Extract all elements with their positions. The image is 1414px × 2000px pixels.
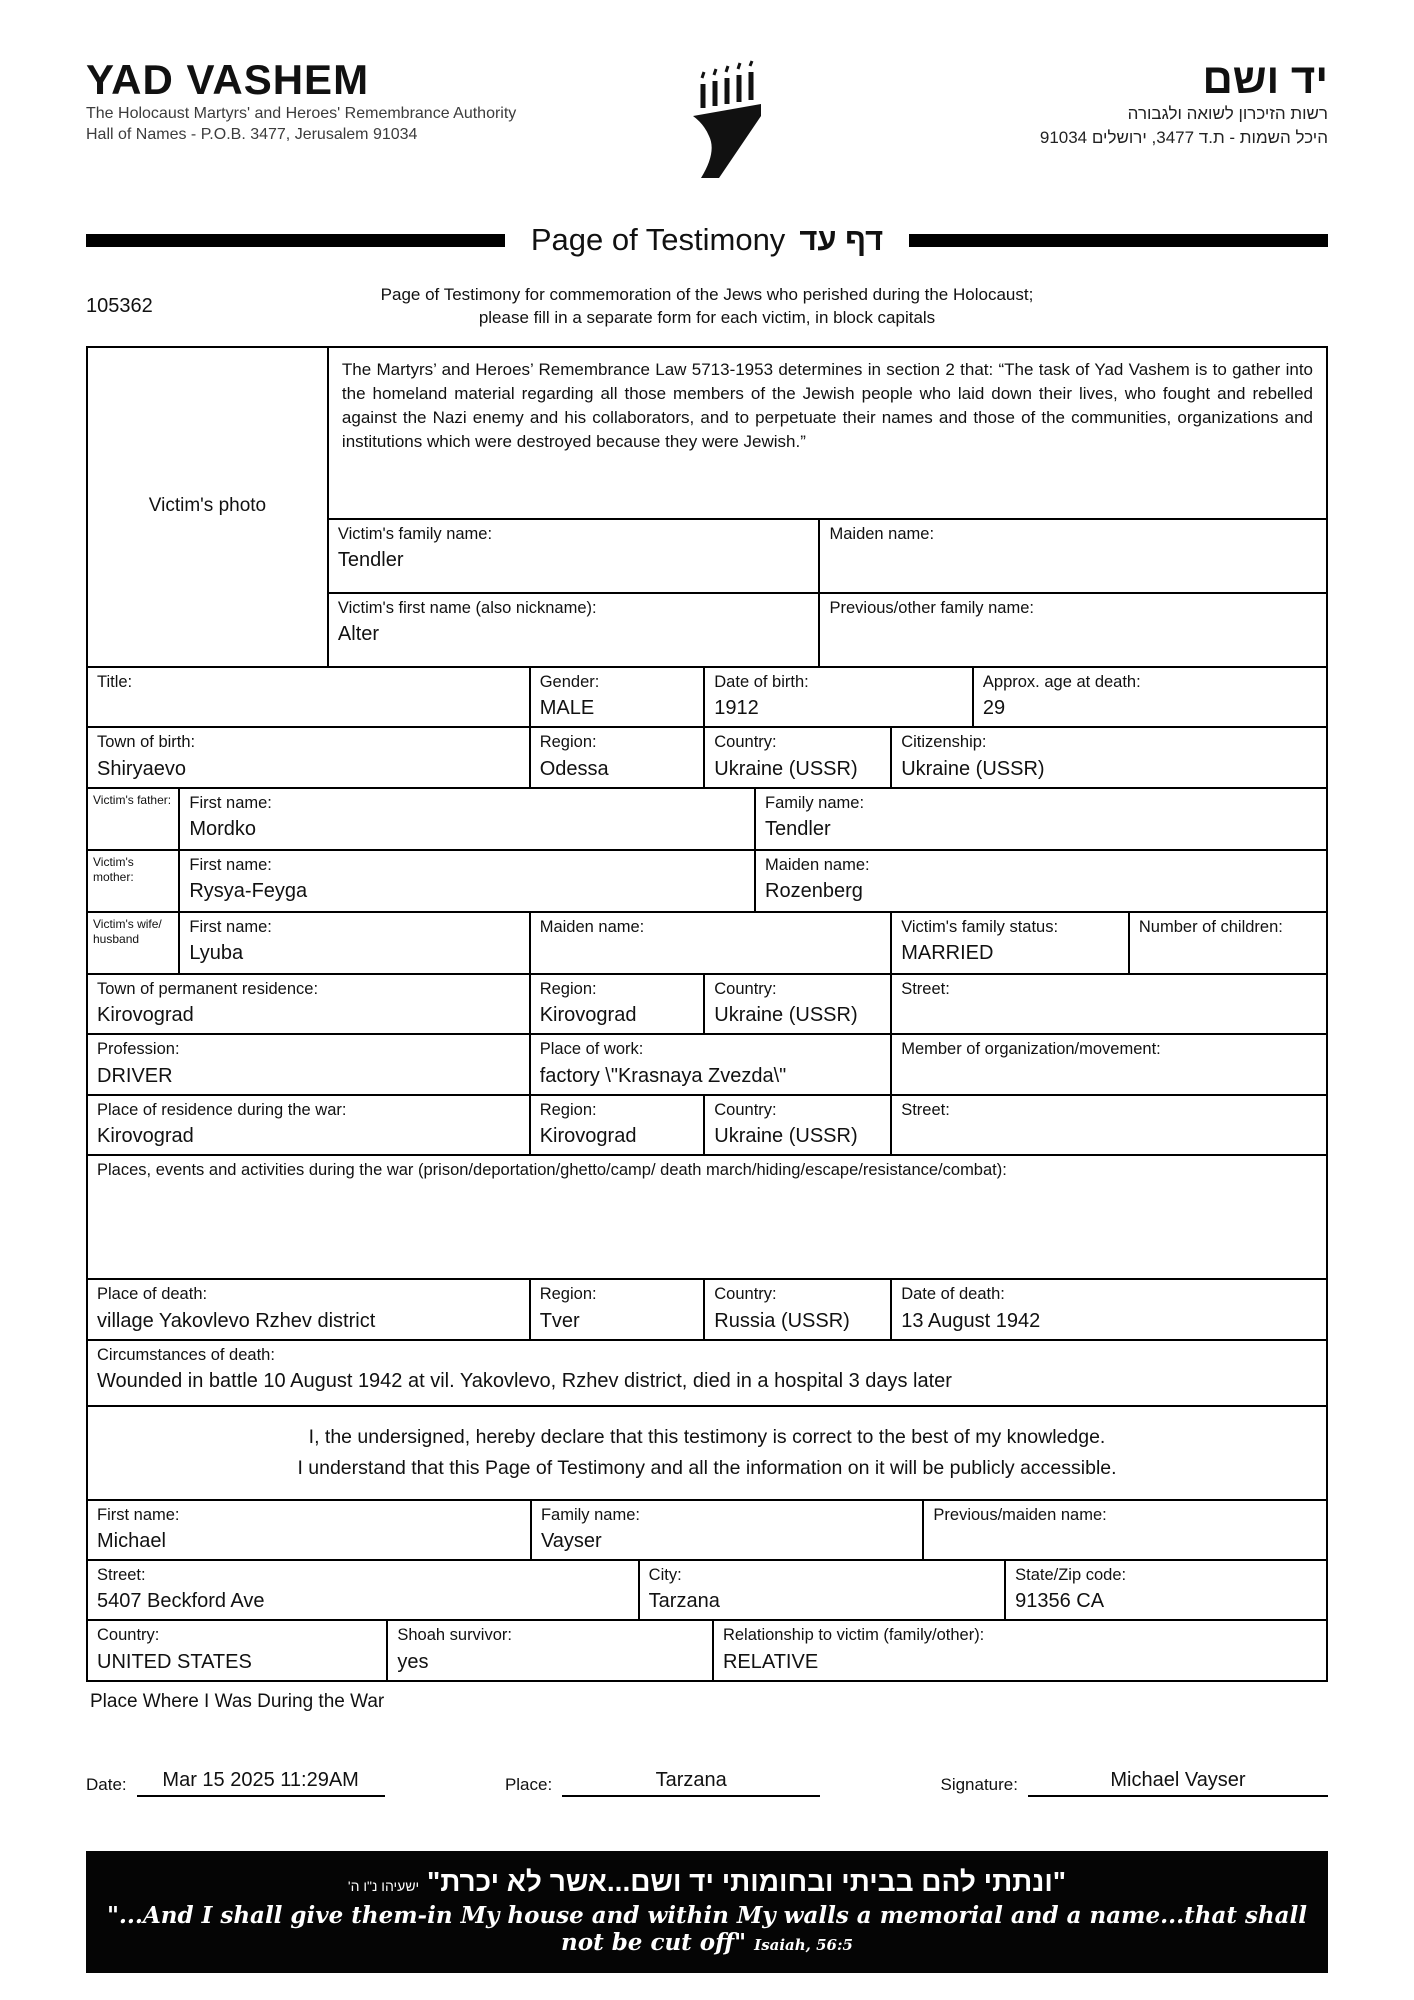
field-label: First name: <box>189 917 272 936</box>
field-value: Ukraine (USSR) <box>901 757 1045 780</box>
row-birth-place <box>88 726 1326 786</box>
field-submitter-city <box>638 1561 1004 1619</box>
field-value: Tver <box>539 1309 580 1332</box>
field-father-first-name <box>178 789 754 849</box>
field-label: Gender: <box>539 672 600 691</box>
field-label: Victim's family status: <box>901 917 1059 936</box>
field-label: Street: <box>901 1100 950 1119</box>
row-father <box>88 787 1326 849</box>
footer-quote-bar <box>86 1851 1328 1973</box>
field-residence-country <box>703 975 890 1033</box>
field-place-of-work <box>529 1035 890 1093</box>
field-label: Place of death: <box>97 1285 208 1304</box>
field-label: Region: <box>539 979 597 998</box>
field-value: Wounded in battle 10 August 1942 at vil. Yakovlevo, Rzhev district, died in a hospital 3 days later <box>97 1369 952 1392</box>
field-value: Shiryaevo <box>97 757 186 780</box>
field-value: RELATIVE <box>722 1650 819 1673</box>
field-label: Approx. age at death: <box>982 672 1141 691</box>
field-label: Places, events and activities during the war (prison/deportation/ghetto/camp/ death march/hiding/escape/resistance/combat): <box>97 1161 1007 1180</box>
row-submitter-name <box>88 1499 1326 1559</box>
field-label: First name: <box>189 855 272 874</box>
field-value: Lyuba <box>189 942 244 965</box>
field-value: factory \"Krasnaya Zvezda\" <box>539 1064 787 1087</box>
field-value <box>540 938 881 963</box>
field-label: Previous/maiden name: <box>933 1505 1107 1524</box>
victim-name-row-1 <box>329 520 1326 592</box>
row-spouse <box>88 911 1326 973</box>
field-value: 29 <box>982 697 1006 720</box>
field-submitter-state-zip <box>1004 1561 1326 1619</box>
field-family-status <box>890 913 1128 973</box>
field-submitter-family-name <box>530 1501 922 1559</box>
field-label: Victim's father: <box>93 792 172 807</box>
row-submitter-address <box>88 1559 1326 1619</box>
field-label: Circumstances of death: <box>97 1345 275 1364</box>
field-label: Country: <box>714 979 777 998</box>
date-label: Date: <box>86 1774 127 1794</box>
field-shoah-survivor <box>386 1621 712 1679</box>
field-value: Ukraine (USSR) <box>714 1125 858 1148</box>
field-title <box>88 668 529 726</box>
field-place-of-death <box>88 1280 529 1338</box>
field-label: Place of residence during the war: <box>97 1100 347 1119</box>
page-title-he: דף עד <box>799 222 884 257</box>
footer-quote-hebrew <box>98 1864 1316 1899</box>
field-residence-region <box>529 975 704 1033</box>
field-organization-member <box>890 1035 1326 1093</box>
row-submitter-country <box>88 1619 1326 1679</box>
field-label: Region: <box>539 733 597 752</box>
row-death <box>88 1278 1326 1338</box>
footer-quote-english-ref: Isaiah, 56:5 <box>754 1936 853 1955</box>
org-subtitle-1: The Holocaust Martyrs' and Heroes' Remembrance Authority <box>86 105 517 123</box>
field-previous-family-name <box>818 594 1326 666</box>
page-title-en: Page of Testimony <box>530 222 786 257</box>
victim-photo-label: Victim's photo <box>148 495 267 517</box>
field-label: First name: <box>97 1505 180 1524</box>
field-label: Town of birth: <box>97 733 196 752</box>
field-label: Region: <box>539 1100 597 1119</box>
field-value: MALE <box>539 697 595 720</box>
field-residence-street <box>890 975 1326 1033</box>
row-title-gender-birth <box>88 666 1326 726</box>
field-value: Rozenberg <box>765 880 863 903</box>
signature-field <box>940 1769 1328 1797</box>
field-value: Odessa <box>539 757 609 780</box>
form-number: 105362 <box>86 295 153 318</box>
field-label: Victim's mother: <box>93 854 134 885</box>
remembrance-law-text: The Martyrs’ and Heroes’ Remembrance Law 5713-1953 determines in section 2 that: “The task of Yad Vashem is to gather into the homeland material regarding all those members of the Jewish people who laid down their lives, who fought and rebelled against the Nazi enemy and his collaborators, and to perpetuate their names and those of the communities, organizations and institutions which were destroyed because they were Jewish.” <box>329 348 1326 520</box>
field-value: Tarzana <box>648 1590 720 1613</box>
footer-quote-english <box>98 1902 1316 1957</box>
field-label: First name: <box>189 793 272 812</box>
row-profession <box>88 1033 1326 1093</box>
org-block-he <box>898 55 1328 148</box>
field-label: Victim's first name (also nickname): <box>337 598 597 617</box>
field-label: Date of death: <box>901 1285 1005 1304</box>
field-value: 13 August 1942 <box>901 1309 1041 1332</box>
field-value <box>901 1121 1317 1146</box>
title-row <box>86 222 1328 258</box>
field-label: Profession: <box>97 1040 180 1059</box>
field-value <box>1139 938 1317 963</box>
signature-value: Michael Vayser <box>1028 1769 1328 1797</box>
field-value: Ukraine (USSR) <box>714 757 858 780</box>
field-submitter-first-name <box>88 1501 530 1559</box>
field-date-of-birth <box>703 668 972 726</box>
field-label: Title: <box>97 672 133 691</box>
field-circumstances-of-death <box>88 1341 1326 1405</box>
field-value <box>829 545 1317 570</box>
footer-quote-hebrew-ref: ישעיהו נ"ו ה' <box>347 1877 420 1894</box>
field-value: DRIVER <box>97 1064 173 1087</box>
field-value: Vayser <box>540 1529 602 1552</box>
field-value: Ukraine (USSR) <box>714 1004 858 1027</box>
field-value: Kirovograd <box>97 1004 194 1027</box>
field-label: City: <box>648 1565 682 1584</box>
mother-row-label <box>88 851 178 911</box>
field-war-residence-street <box>890 1096 1326 1154</box>
org-subtitle-hebrew-1: רשות הזיכרון לשואה ולגבורה <box>1127 104 1328 123</box>
field-gender <box>529 668 704 726</box>
field-value <box>901 1061 1317 1086</box>
field-war-events <box>88 1156 1326 1278</box>
declaration-line-1: I, the undersigned, hereby declare that this testimony is correct to the best of my knowledge. <box>308 1426 1106 1449</box>
field-value: 91356 CA <box>1015 1590 1105 1613</box>
field-label: Member of organization/movement: <box>901 1040 1161 1059</box>
field-label: Number of children: <box>1138 917 1283 936</box>
instructions <box>236 284 1178 330</box>
row-war-residence <box>88 1094 1326 1154</box>
field-value: Mordko <box>189 818 257 841</box>
signature-row <box>86 1769 1328 1797</box>
field-value <box>97 693 520 718</box>
field-label: Shoah survivor: <box>397 1626 512 1645</box>
instructions-line-1: Page of Testimony for commemoration of the Jews who perished during the Holocaust; <box>380 285 1034 304</box>
field-value <box>933 1526 1317 1551</box>
place-during-war-label: Place Where I Was During the War <box>90 1690 385 1712</box>
org-subtitle-hebrew-2: היכל השמות - ת.ד 3477, ירושלים 91034 <box>1039 128 1328 147</box>
field-value: MARRIED <box>901 942 994 965</box>
place-label: Place: <box>504 1774 553 1794</box>
field-label: Maiden name: <box>539 917 645 936</box>
field-relationship-to-victim <box>712 1621 1326 1679</box>
field-label: Street: <box>901 979 950 998</box>
field-value <box>901 1000 1317 1025</box>
row-mother <box>88 849 1326 911</box>
date-field <box>86 1769 385 1797</box>
field-value: Michael <box>97 1529 166 1552</box>
org-block-en <box>86 58 556 144</box>
field-maiden-name <box>818 520 1326 592</box>
org-subtitle-2: Hall of Names - P.O.B. 3477, Jerusalem 91034 <box>86 126 418 144</box>
field-death-country <box>703 1280 890 1338</box>
spouse-row-label <box>88 913 178 973</box>
field-value: 1912 <box>714 697 759 720</box>
field-label: Country: <box>714 733 777 752</box>
photo-and-law-section <box>88 348 1326 666</box>
field-label: Citizenship: <box>901 733 987 752</box>
declaration-text <box>88 1407 1326 1499</box>
field-value: Alter <box>337 623 380 646</box>
field-value: Kirovograd <box>539 1004 637 1027</box>
field-label: Victim's family name: <box>337 524 493 543</box>
row-circumstances <box>88 1339 1326 1405</box>
footer-quote-english-text: "...And I shall give them-in My house and within My walls a memorial and a name...that shall not be cut off" <box>106 1901 1308 1957</box>
signature-label: Signature: <box>940 1774 1018 1794</box>
field-value: yes <box>397 1650 429 1673</box>
title-bar-right <box>909 234 1328 247</box>
field-value: Rysya-Feyga <box>189 880 308 903</box>
field-value: Kirovograd <box>97 1125 194 1148</box>
field-value: Tendler <box>337 549 404 572</box>
row-war-events <box>88 1154 1326 1278</box>
field-value: Kirovograd <box>539 1125 637 1148</box>
field-war-residence-country <box>703 1096 890 1154</box>
title-bar-left <box>86 234 505 247</box>
field-death-region <box>529 1280 704 1338</box>
field-label: Previous/other family name: <box>829 598 1034 617</box>
field-father-family-name <box>754 789 1326 849</box>
field-label: Country: <box>97 1626 160 1645</box>
field-value: UNITED STATES <box>97 1650 252 1673</box>
field-submitter-country <box>88 1621 386 1679</box>
field-label: Family name: <box>540 1505 640 1524</box>
victim-name-row-2 <box>329 592 1326 666</box>
field-spouse-first-name <box>178 913 528 973</box>
instructions-line-2: please fill in a separate form for each victim, in block capitals <box>478 307 936 327</box>
field-number-of-children <box>1128 913 1326 973</box>
page-title <box>505 222 909 258</box>
place-field <box>505 1769 820 1797</box>
field-label: Region: <box>539 1285 597 1304</box>
field-label: Country: <box>714 1285 777 1304</box>
field-label: Relationship to victim (family/other): <box>722 1626 985 1645</box>
field-date-of-death <box>890 1280 1326 1338</box>
field-region-of-birth <box>529 728 704 786</box>
field-label: Family name: <box>765 793 865 812</box>
field-label: Victim's wife/ husband <box>93 916 162 947</box>
field-value: 5407 Beckford Ave <box>97 1590 265 1613</box>
declaration-line-2: I understand that this Page of Testimony and all the information on it will be publicly accessible. <box>297 1456 1117 1479</box>
testimony-form <box>86 346 1328 1682</box>
field-label: Date of birth: <box>714 672 809 691</box>
field-citizenship <box>890 728 1326 786</box>
field-spouse-maiden-name <box>529 913 890 973</box>
field-value <box>829 619 1317 644</box>
org-name-hebrew: יד ושם <box>1202 55 1328 102</box>
intro-row <box>86 284 1328 330</box>
field-value: Tendler <box>765 818 831 841</box>
field-label: Maiden name: <box>829 524 935 543</box>
field-label: State/Zip code: <box>1015 1565 1127 1584</box>
field-town-of-birth <box>88 728 529 786</box>
field-country-of-birth <box>703 728 890 786</box>
row-declaration <box>88 1405 1326 1499</box>
date-value: Mar 15 2025 11:29AM <box>137 1769 385 1797</box>
field-label: Street: <box>97 1565 146 1584</box>
field-profession <box>88 1035 529 1093</box>
header <box>86 55 1328 216</box>
field-victim-family-name <box>329 520 819 592</box>
field-town-permanent-residence <box>88 975 529 1033</box>
field-war-residence-region <box>529 1096 704 1154</box>
father-row-label <box>88 789 178 849</box>
org-name: YAD VASHEM <box>86 56 370 103</box>
field-submitter-previous-name <box>922 1501 1326 1559</box>
place-value: Tarzana <box>562 1769 820 1797</box>
field-mother-first-name <box>178 851 754 911</box>
victim-photo-box <box>88 348 327 666</box>
field-label: Maiden name: <box>765 855 870 874</box>
field-label: Country: <box>714 1100 777 1119</box>
field-value: village Yakovlevo Rzhev district <box>97 1309 376 1332</box>
footer-quote-hebrew-text: "ונתתי להם בביתי ובחומותי יד ושם...אשר לא יכרת" <box>426 1865 1067 1897</box>
yad-vashem-logo-icon <box>687 60 767 189</box>
field-value <box>97 1182 1317 1207</box>
field-age-at-death <box>972 668 1326 726</box>
law-and-names <box>327 348 1326 666</box>
field-mother-maiden-name <box>754 851 1326 911</box>
field-submitter-street <box>88 1561 638 1619</box>
field-label: Town of permanent residence: <box>97 979 319 998</box>
field-victim-first-name <box>329 594 819 666</box>
field-label: Place of work: <box>539 1040 644 1059</box>
field-war-residence-place <box>88 1096 529 1154</box>
field-value: Russia (USSR) <box>714 1309 850 1332</box>
row-permanent-residence <box>88 973 1326 1033</box>
